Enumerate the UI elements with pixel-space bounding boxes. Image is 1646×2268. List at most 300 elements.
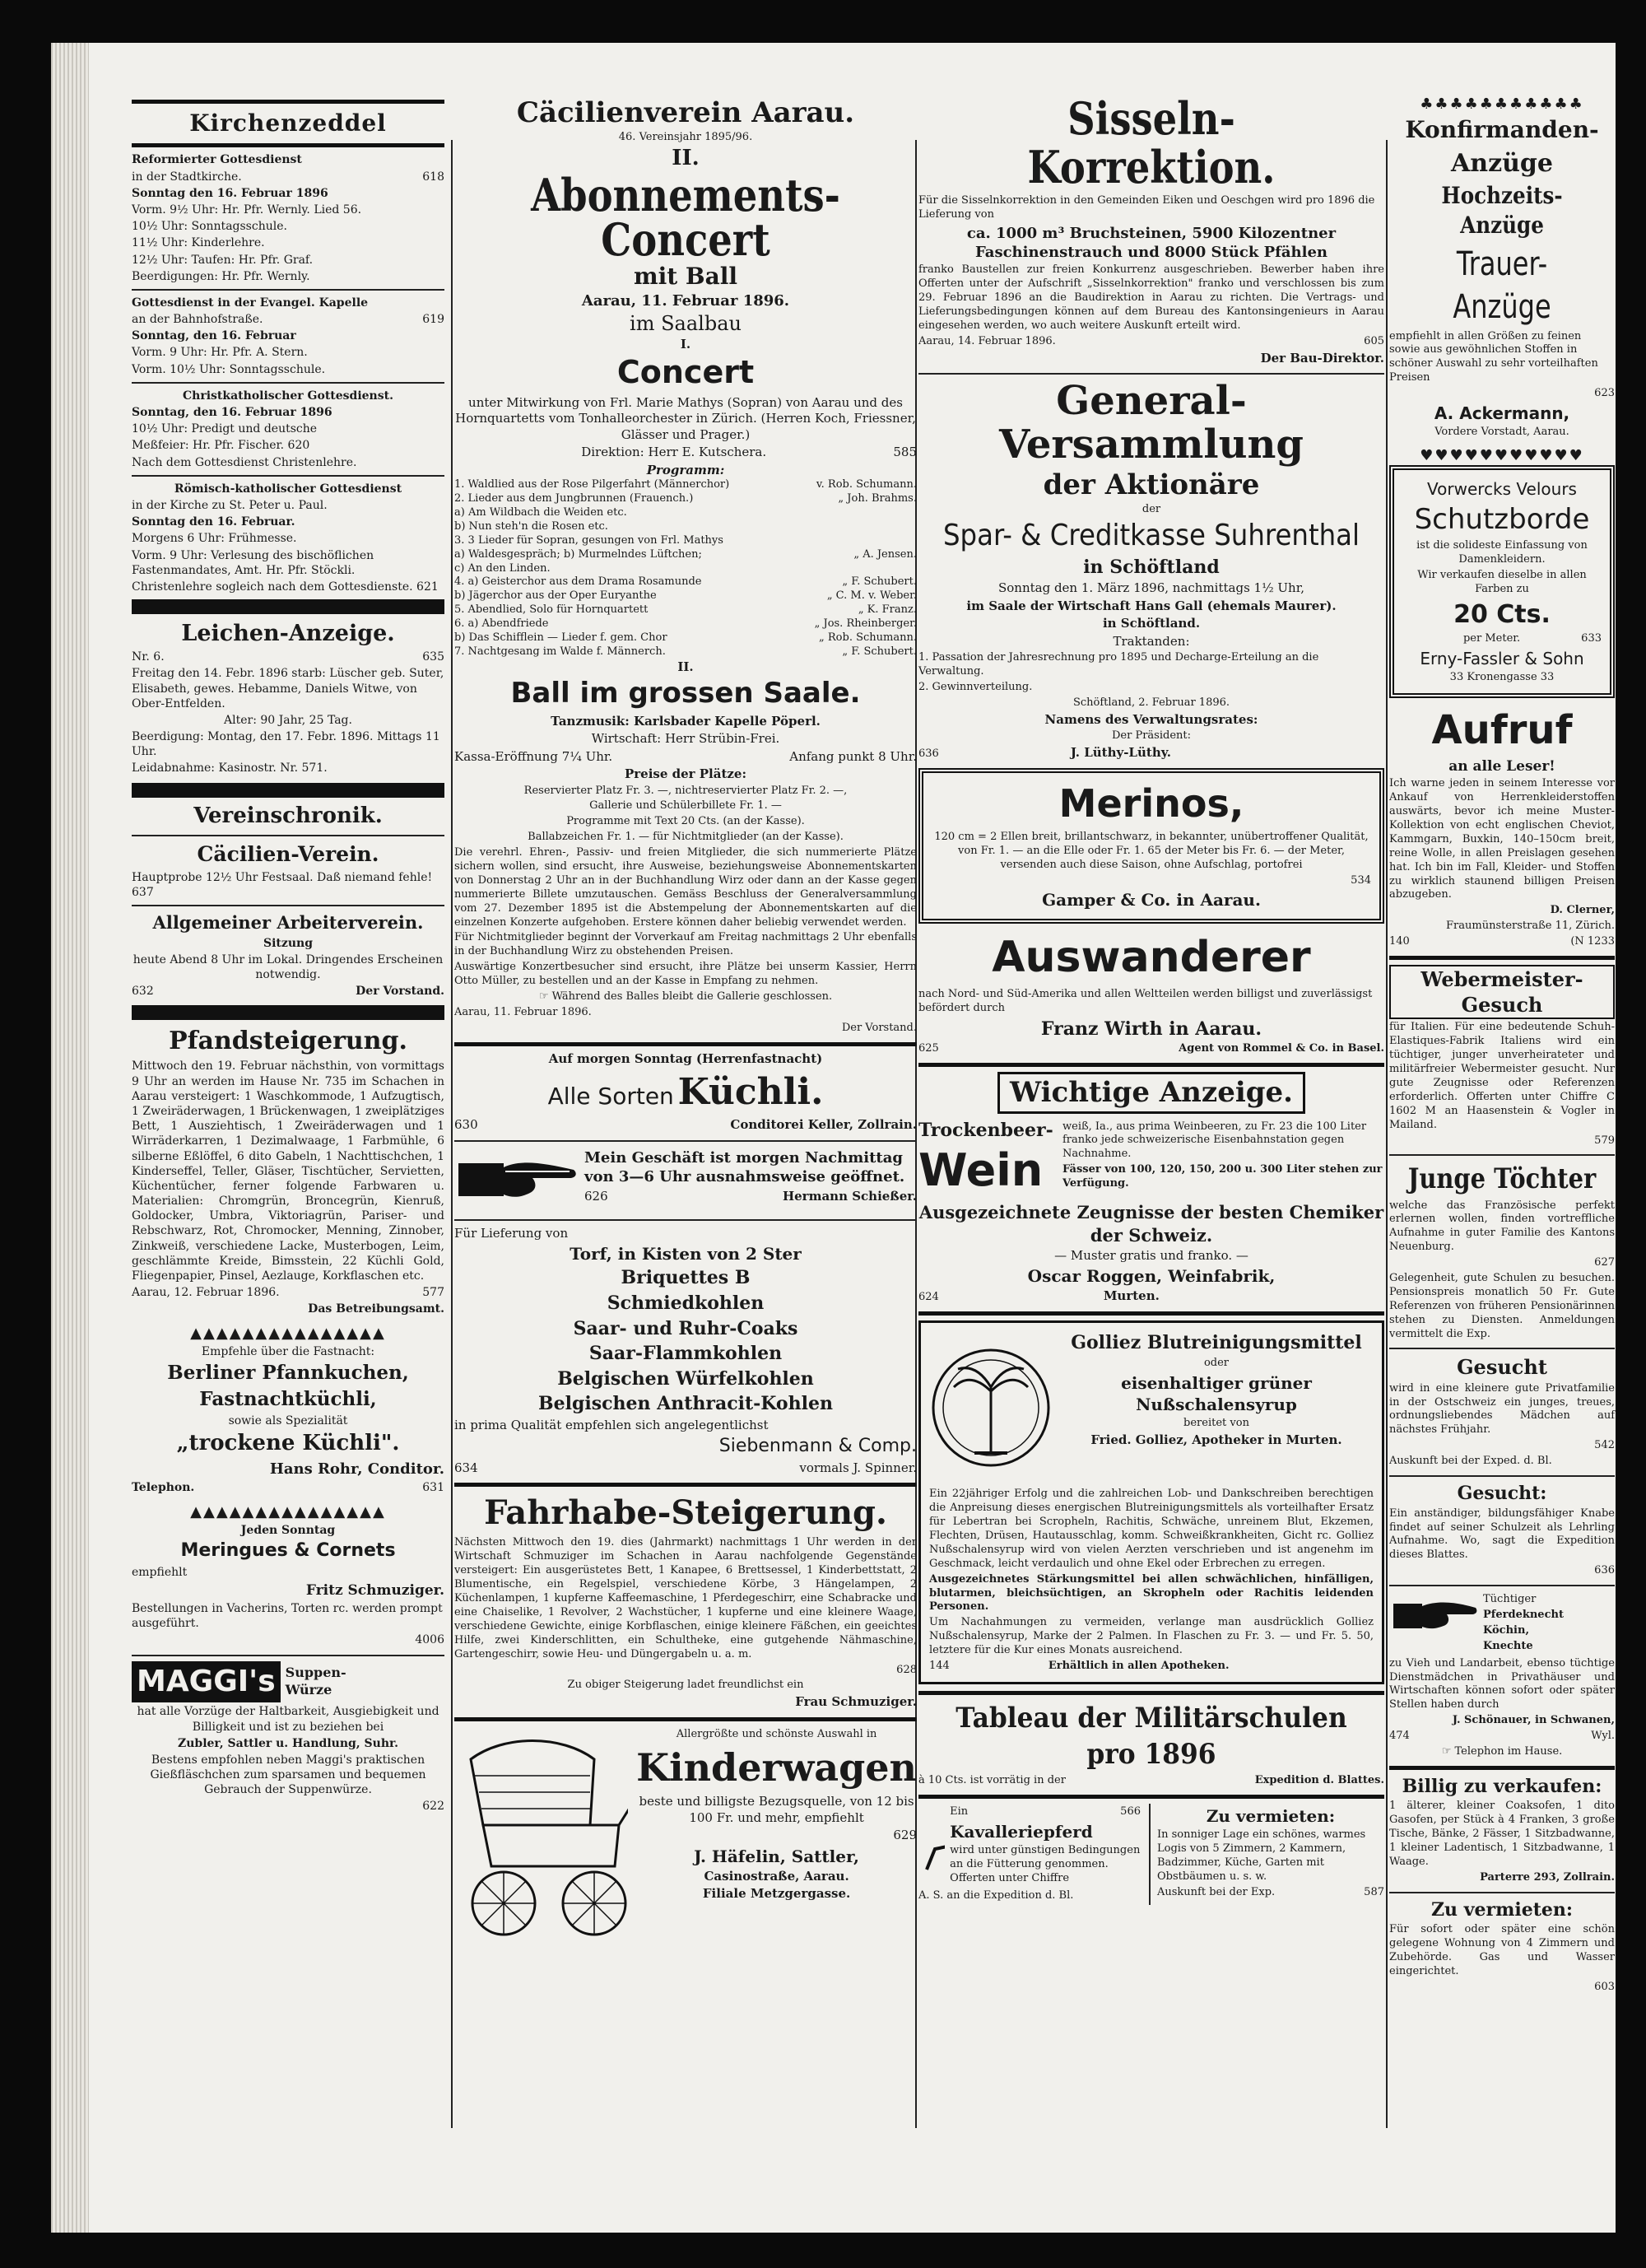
text: an alle Leser! (1448, 758, 1555, 775)
text: Zu obiger Steigerung ladet freundlichst ein (567, 1679, 804, 1692)
text: A. S. an die Expedition d. Bl. (918, 1888, 1074, 1902)
programme-item (454, 617, 917, 631)
text: heute Abend 8 Uhr im Lokal. Dringendes Erscheinen notwendig. (133, 952, 444, 982)
signature: D. Clerner, (1550, 904, 1615, 917)
text: Nr. 6. (132, 650, 165, 664)
ad-title: Allgemeiner Arbeiterverein. (152, 912, 424, 934)
ad-number: 636 (1594, 1564, 1615, 1577)
text: empfiehlt in allen Größen zu feinen sowie aus gewöhnlichen Stoffen in schöner Auswahl zu sehr vorteilhaften Preisen (1389, 329, 1598, 384)
text: Fässer von 100, 120, 150, 200 u. 300 Liter stehen zur Verfügung. (1062, 1163, 1383, 1190)
text: Allergrößte und schönste Auswahl in (676, 1727, 877, 1740)
ornament-border: ▲▲▲▲▲▲▲▲▲▲▲▲▲▲▲ (190, 1502, 386, 1521)
trademark-seal-icon (929, 1330, 1053, 1486)
programme-piece: 1. Waldlied aus der Rose Pilgerfahrt (Männerchor) (454, 478, 730, 491)
divider (132, 1005, 444, 1020)
fahrhabe-ad (454, 1492, 917, 1710)
ad-number: 579 (1594, 1134, 1615, 1147)
programme-piece: a) Am Wildbach die Weiden etc. (454, 506, 627, 519)
text: — Muster gratis und franko. — (1054, 1247, 1248, 1263)
text: in der Stadtkirche. (132, 170, 242, 184)
line: Morgens 6 Uhr: Frühmesse. (132, 532, 297, 546)
text: welche das Französische perfekt erlernen wollen, finden vortreffliche Aufnahme in guter Familie des Kantons Neuenburg. (1389, 1199, 1615, 1254)
text: Hauptprobe 12½ Uhr Festsaal. Daß niemand fehle! (132, 870, 433, 884)
gesucht-lehrling-ad (1389, 1482, 1615, 1578)
text: mit Ball (633, 262, 738, 290)
text: Der Präsident: (1112, 729, 1191, 743)
programme-item (454, 575, 917, 589)
programme-item (454, 603, 917, 617)
horse-rider-icon (918, 1804, 945, 1878)
text: Siebenmann & Comp. (718, 1436, 917, 1457)
text: Jeden Sonntag (240, 1523, 336, 1537)
ad-number: 631 (422, 1481, 444, 1495)
text: 120 cm = 2 Ellen breit, brillantschwarz, in bekannter, unübertroffener Qualität, von Fr. 1. — an die Elle oder Fr. 1. 65 der Meter bis Fr. 6. — der Meter, versenden auch diese Saison, ohne Aufschlag, portofrei (934, 830, 1369, 871)
line: Reservierter Platz Fr. 3. —, nichtreservierter Platz Fr. 2. —, (523, 784, 848, 797)
text: Auf morgen Sonntag (Herrenfastnacht) (548, 1050, 823, 1066)
line: 10½ Uhr: Predigt und deutsche (132, 422, 318, 436)
text: Tanzmusik: Karlsbader Kapelle Pöperl. (551, 713, 821, 729)
ad-number: 624 (918, 1291, 939, 1304)
text: à 10 Cts. ist vorrätig in der (918, 1774, 1066, 1787)
ad-title: General-Versammlung (999, 378, 1304, 468)
column-1 (132, 95, 444, 1821)
text: Namens des Verwaltungsrates: (1044, 711, 1258, 727)
text: Bestellungen in Vacherins, Torten rc. werden prompt ausgeführt. (132, 1601, 443, 1631)
text: Tüchtiger (1483, 1593, 1537, 1606)
text: Direktion: Herr E. Kutschera. (581, 445, 767, 460)
ad-number: 140 (1389, 935, 1410, 948)
column-rule (1386, 140, 1388, 2128)
webermeister-ad (1389, 965, 1615, 1148)
date: Aarau, 12. Februar 1896. (132, 1286, 280, 1300)
konfirmanden-ad (1389, 115, 1615, 440)
column-2 (454, 95, 917, 1947)
text: Ein 22jähriger Erfolg und die zahlreichen Lob- und Dankschreiben berechtigen die Anpreisung dieses energischen Blutreinigungsmittels als vorteilhafter Ersatz für Lebertran bei Scropheln, Rachitis, Schwäche, unreinem Blut, Ekzemen, Flechten, Drüsen, Hautausschlag, komm. Schweißkrankheiten, Gicht rc. Golliez Nußschalensyrup wird von vielen Aerzten verschrieben und ist angenehm im Geschmack, leicht verdaulich und ohne Ekel oder Erbrechen zu erregen. (929, 1488, 1374, 1570)
programme-list (454, 478, 917, 659)
text: 1. Passation der Jahresrechnung pro 1895 und Decharge-Erteilung an die Verwaltung. (918, 651, 1319, 678)
ad-number: 144 (929, 1659, 950, 1672)
text: A. Ackermann, (1434, 403, 1570, 424)
ad-number: 629 (893, 1828, 917, 1843)
programme-composer: „ F. Schubert. (842, 575, 917, 589)
programme-piece: b) Nun steh'n die Rosen etc. (454, 519, 608, 533)
ad-title: Fahrhabe-Steigerung. (484, 1493, 887, 1533)
programme-item (454, 562, 917, 576)
signature: Der Bau-Direktor. (1260, 350, 1384, 366)
text: Für Nichtmitglieder beginnt der Vorverkauf am Freitag nachmittags 2 Uhr ebenfalls in der Buchhandlung Wirz zu obstehenden Preisen. (454, 931, 917, 958)
ad-title: Billig zu verkaufen: (1402, 1775, 1602, 1797)
programme-piece: b) Jägerchor aus der Oper Euryanthe (454, 589, 657, 603)
ad-title: Auswanderer (992, 933, 1311, 983)
signature: J. Lüthy-Lüthy. (1070, 745, 1171, 761)
text: Erhältlich in allen Apotheken. (1048, 1659, 1230, 1672)
programme-item (454, 520, 917, 534)
ad-title: Zu vermieten: (1431, 1898, 1573, 1921)
text: Mein Geschäft ist morgen Nachmittag von 3—6 Uhr ausnahmsweise geöffnet. (584, 1148, 905, 1186)
ad-number: 630 (454, 1117, 478, 1133)
text: Auswärtige Konzertbesucher sind ersucht, ihre Plätze bei unserm Kassier, Herrn Otto Müller, zu bestellen und an der Kasse in Empfang zu nehmen. (454, 961, 917, 988)
text: Parterre 293, Zollrain. (1480, 1870, 1615, 1884)
ad-number: 542 (1594, 1439, 1615, 1452)
text: an der Bahnhofstraße. (132, 313, 263, 327)
text: Konfirmanden- (1405, 116, 1599, 144)
text: J. Häfelin, Sattler, (694, 1846, 860, 1866)
ornament-border: ▲▲▲▲▲▲▲▲▲▲▲▲▲▲▲ (190, 1324, 386, 1342)
programme-item (454, 631, 917, 645)
text: Hochzeits-Anzüge (1441, 181, 1563, 240)
kuechli-ad (454, 1051, 917, 1134)
programme-item (454, 478, 917, 492)
text: der (1142, 502, 1161, 515)
text: der Aktionäre (1043, 468, 1260, 501)
ad-number: 587 (1364, 1885, 1384, 1898)
date: Sonntag den 16. Februar 1896 (132, 186, 328, 200)
programme-composer: „ F. Schubert. (842, 645, 917, 658)
text: Telephon. (132, 1481, 195, 1495)
programme-piece: b) Das Schifflein — Lieder f. gem. Chor (454, 631, 667, 645)
ad-title: Wichtige Anzeige. (997, 1072, 1305, 1113)
text: in Schöftland. (1102, 616, 1201, 631)
line: 11½ Uhr: Kinderlehre. (132, 236, 265, 250)
text: Für Lieferung von (454, 1225, 569, 1241)
golliez-ad (918, 1320, 1384, 1684)
line: Vorm. 10½ Uhr: Sonntagsschule. (132, 362, 326, 376)
caecilienverein-ad: Cäcilienverein Aarau. 46. Vereinsjahr 1895/96. II. Abonnements-Concert mit Ball Aarau, 11. Februar 1896. im Saalbau I. Concert unter Mitwirkung von Frl. Marie Mathys (Sopran) von Aarau und des Hornquartetts vom Tonhalleorchester in Zürich. (Herren Koch, Friessner, Glässer und Prager.) Direktion: Herr E. Kutschera. 585 Programm: 1. Waldlied aus der Rose Pilgerfahrt (Männerchor) v. Rob. Schumann. 2. Lieder aus dem Jungbrunnen (Frauench.) „ Joh. Brahms. a) Am Wildbach die Weiden etc. b) Nun steh'n die Rosen etc. 3. 3 Lieder für Sopran, gesungen von Frl. Mathys a) Waldesgespräch; b) Murmelndes Lüftchen; „ A. Jensen. c) An den Linden. 4. a) Geisterchor aus dem Drama Rosamunde „ F. Schubert. b) Jägerchor aus der Oper Euryanthe „ C. M. v. Weber. 5. Abendlied, Solo für Hornquartett „ K. Franz. 6. a) Abendfriede „ Jos. Rheinberger. b) Das Schifflein — Lieder f. gem. Chor „ Rob. Schumann. 7. Nachtgesang im Walde f. Männerch. „ F. Schubert. II. Ball im grossen Saale. Tanzmusik: Karlsbader Kapelle Pöperl. Wirtschaft: Herr Strübin-Frei. Kassa-Eröffnung 7¼ Uhr. Anfang punkt 8 Uhr. Preise der Plätze: Reservierter Platz Fr. 3. —, nichtreservierter Platz Fr. 2. —, Gallerie und Schülerbillete Fr. 1. — Programme mit Text 20 Cts. (an der Kasse). Ballabzeichen Fr. 1. — für Nichtmitglieder (an der Kasse). Die verehrl. Ehren-, Passiv- und freien Mitglieder, die sich nummerierte Plätze sichern wollen, sind ersucht, ihre Ausweise, beziehungsweise Abonnementskarten von Donnerstag 2 Uhr an in der Buchhandlung Wirz oder dann an der Kasse gegen nummerierte Billete umzutauschen. Gemäss Beschluss der Generalversammlung vom 27. Dezember 1895 ist die Abstempelung der Abonnementskarten auf die einzelnen Konzerte aufgehoben. Erstere können daher beliebig verwendet werden. Für Nichtmitglieder beginnt der Vorverkauf am Freitag nachmittags 2 Uhr ebenfalls in der Buchhandlung Wirz zu obstehenden Preisen. Auswärtige Konzertbesucher sind ersucht, ihre Plätze bei unserm Kassier, Herrn Otto Müller, zu bestellen und an der Kasse in Empfang zu nehmen. ☞ Während des Balles bleibt die Gallerie geschlossen. Aarau, 11. Februar 1896. Der Vorstand. (454, 96, 917, 1034)
text: Knechte (1483, 1639, 1533, 1652)
generalversammlung-ad (918, 380, 1384, 761)
pointing-hand-icon (1389, 1591, 1480, 1641)
text: Anzüge (1451, 148, 1553, 178)
text: Während des Balles bleibt die Gallerie geschlossen. (551, 990, 833, 1003)
ad-title: Zu vermieten: (1206, 1806, 1336, 1827)
text: Fritz Schmuziger. (305, 1581, 444, 1599)
date: Aarau, 14. Februar 1896. (918, 334, 1056, 347)
ad-number: 474 (1389, 1730, 1410, 1743)
ad-number: 626 (584, 1188, 608, 1204)
programme-composer: v. Rob. Schumann. (816, 478, 917, 491)
kinderwagen-ad (454, 1726, 917, 1940)
ad-title: Webermeister-Gesuch (1389, 965, 1615, 1019)
text: nach Nord- und Süd-Amerika und allen Weltteilen werden billigst und zuverlässigst befördert durch (918, 988, 1373, 1014)
ad-number: 622 (422, 1800, 444, 1814)
divider (132, 783, 444, 798)
text: 1 älterer, kleiner Coaksofen, 1 dito Gasofen, per Stück à 4 Franken, 3 große Tische, Bänke, 2 Fässer, 1 Sitzbadwanne, 1 kleiner Ladentisch, 1 Sitzbadwanne, 1 Waage. (1389, 1800, 1615, 1869)
divider (132, 599, 444, 614)
text: oder (1203, 1356, 1230, 1369)
text: Saar-Flammkohlen (588, 1343, 783, 1365)
programme-item (454, 589, 917, 603)
text: Casinostraße, Aarau. (704, 1868, 849, 1884)
text: Sitzung (263, 936, 313, 950)
text: Um Nachahmungen zu vermeiden, verlange man ausdrücklich Golliez Nußschalensyrup, Marke der 2 Palmen. In Flaschen zu Fr. 3. — und Fr. 5. 50, letztere für die Kur eines Monats ausreichend. (929, 1616, 1374, 1657)
text: Wyl. (1591, 1730, 1615, 1743)
ornament-border: ♥♥♥♥♥♥♥♥♥♥♥ (1420, 446, 1584, 464)
signature: Conditorei Keller, Zollrain. (730, 1117, 917, 1133)
programme-item (454, 534, 917, 548)
line: Nach dem Gottesdienst Christenlehre. (132, 455, 357, 469)
programme-item (454, 492, 917, 506)
text: hat alle Vorzüge der Haltbarkeit, Ausgiebigkeit und Billigkeit und ist zu beziehen bei (137, 1705, 439, 1734)
ad-number: 632 (132, 985, 154, 999)
tableau-ad (918, 1700, 1384, 1788)
heading: Römisch-katholischer Gottesdienst (174, 482, 402, 496)
ad-title: Pfandsteigerung. (169, 1027, 407, 1056)
wichtige-anzeige-ad (918, 1072, 1384, 1305)
text: Torf, in Kisten von 2 Ster (570, 1244, 802, 1264)
text: Ball im grossen Saale. (510, 677, 861, 710)
text: Alle Sorten (547, 1083, 674, 1111)
aufruf-ad (1389, 705, 1615, 949)
ad-number: 618 (422, 170, 444, 184)
ad-number: 4006 (415, 1633, 444, 1647)
text: Für die Sisselnkorrektion in den Gemeinden Eiken und Oeschgen wird pro 1896 die Lieferung von (918, 193, 1375, 221)
billig-verkaufen-ad (1389, 1775, 1615, 1885)
pferdeknecht-ad: Tüchtiger Pferdeknecht Köchin, Knechte zu Vieh und Landarbeit, ebenso tüchtige Dienstmädchen in Privathäuser und Wirtschaften können sofort oder später Stellen haben durch J. Schönauer, in Schwanen, 474 Wyl. ☞ Telephon im Hause. (1389, 1593, 1615, 1758)
text: Pferdeknecht (1483, 1608, 1564, 1621)
text: Telephon im Hause. (1454, 1744, 1563, 1758)
ad-number: 625 (918, 1042, 939, 1055)
text: wird in eine kleinere gute Privatfamilie in der Ostschweiz ein junges, treues, ordnungsliebendes Mädchen auf nächstes Frühjahr. (1389, 1381, 1615, 1437)
column-3 (918, 92, 1384, 1912)
signature: Frau Schmuziger. (795, 1694, 917, 1710)
line: Beerdigungen: Hr. Pfr. Wernly. (132, 269, 310, 283)
text: 2. Gewinnverteilung. (918, 681, 1033, 694)
programme-item (454, 645, 917, 659)
date: Sonntag den 1. März 1896, nachmittags 1½ Uhr, (997, 580, 1304, 596)
text: Programm: (646, 462, 725, 477)
ad-title: Gesucht: (1457, 1483, 1547, 1505)
text: Agent von Rommel & Co. in Basel. (1179, 1042, 1384, 1055)
text: Für sofort oder später eine schön gelegene Wohnung von 4 Zimmern und Zubehörde. Gas und Wasser eingerichtet. (1389, 1923, 1615, 1978)
ad-title: Merinos, (1058, 781, 1244, 827)
text: Mittwoch den 19. Februar nächsthin, von vormittags 9 Uhr an werden im Hause Nr. 735 im Schachen in Aarau versteigert: 1 Waschkommode, 1 Aufzugtisch, 1 Zweiräderwagen, 1 Brückenwagen, 1 zweiplätziges Bett, 1 Ausziehtisch, 1 Zweiräderwagen und 1 Wirräderkarren, 1 Dezimalwaage, 1 Farbmühle, 6 silberne Eßlöffel, 6 dito Gabeln, 1 Nachttischchen, 1 Kinderseffel, Teller, Gläser, Tischtücher, Servietten, Küchentücher, ferner folgende Farbwaren u. Materialien: Chromgrün, Broncegrün, Kienruß, Goldocker, Umbra, Viktoriagrün, Pariser- und Rebschwarz, Rot, Chromocker, Menning, Zinnober, Zinkweiß, verschiedene Lacke, Musterbogen, Leim, geschlämmte Kreide, Bimsstein, 22 Küchli Gold, Fliegenpapier, Pinsel, Aezlauge, Korkflaschen etc. (132, 1059, 444, 1283)
text: Gelegenheit, gute Schulen zu besuchen. Pensionspreis monatlich 50 Fr. Gute Referenzen von früheren Pensionärinnen stehen zu Diensten. Anmeldungen vermittelt die Exp. (1389, 1272, 1615, 1340)
programme-item (454, 506, 917, 520)
text: ca. 1000 m³ Bruchsteinen, 5900 Kilozentner Faschinenstrauch und 8000 Stück Pfählen (966, 224, 1337, 261)
text: 33 Kronengasse 33 (1449, 670, 1555, 683)
ad-number: 623 (1594, 387, 1615, 400)
junge-toechter-ad (1389, 1161, 1615, 1341)
text: in Schöftland (1083, 556, 1220, 578)
heading: Reformierter Gottesdienst (132, 153, 302, 167)
line: Ballabzeichen Fr. 1. — für Nichtmitglieder (an der Kasse). (528, 831, 844, 844)
text: weiß, Ia., aus prima Weinbeeren, zu Fr. 23 die 100 Liter franko jede schweizerische Eisenbahnstation gegen Nachnahme. (1062, 1120, 1367, 1161)
date: Sonntag, den 16. Februar (132, 329, 296, 343)
text: Kassa-Eröffnung 7¼ Uhr. (454, 748, 613, 764)
text: Wir verkaufen dieselbe in allen Farben zu (1417, 569, 1587, 596)
ad-headline: Abonnements-Concert (531, 168, 840, 266)
text: Vordere Vorstadt, Aarau. (1434, 426, 1569, 439)
ad-number: 566 (1120, 1805, 1141, 1819)
text: In sonniger Lage ein schönes, warmes Logis von 5 Zimmern, 2 Kammern, Badzimmer, Küche, Garten mit Obstbäumen u. s. w. (1157, 1828, 1366, 1883)
pram-illustration (454, 1726, 628, 1940)
schiesser-ad (454, 1147, 917, 1213)
ad-number: 627 (1594, 1256, 1615, 1269)
ad-title: Junge Töchter (1407, 1162, 1597, 1196)
text: bereitet von (1183, 1416, 1249, 1429)
text: Murten. (1103, 1288, 1160, 1304)
maggi-ad (132, 1661, 444, 1814)
ad-title: Cäcilienverein Aarau. (516, 96, 855, 129)
text: J. Schönauer, in Schwanen, (1452, 1714, 1615, 1727)
ad-title: Sisseln-Korrektion. (1027, 92, 1276, 194)
text: für Italien. Für eine bedeutende Schuh-Elastiques-Fabrik Italiens wird ein tüchtiger, junger unverheirateter und militärfreier Webermeister gesucht. Nur gute Zeugnisse oder Referenzen erforderlich. Offerten unter Chiffre C 1602 M an Haasenstein & Vogler in Mailand. (1389, 1021, 1615, 1131)
text: Berliner Pfannkuchen, (167, 1362, 409, 1385)
text: Bestens empfohlen neben Maggi's praktischen Gießfläschchen zum sparsamen und bequemen Gebrauch der Suppenwürze. (150, 1753, 426, 1797)
date: Schöftland, 2. Februar 1896. (1072, 696, 1230, 709)
signature: Hermann Schießer. (782, 1188, 917, 1204)
text: I. (680, 336, 691, 352)
text: ist die solideste Einfassung von Damenkleidern. (1416, 539, 1588, 566)
ad-number: 605 (1364, 334, 1384, 347)
text: Ein anständiger, bildungsfähiger Knabe findet auf seiner Schulzeit als Lehrling Aufnahme. Wo, sagt die Expedition dieses Blattes. (1389, 1507, 1615, 1562)
text: Oscar Roggen, Weinfabrik, (1027, 1266, 1276, 1287)
heading: Christkatholischer Gottesdienst. (183, 389, 393, 403)
text: Anfang punkt 8 Uhr. (789, 748, 917, 764)
pointing-hand-icon (454, 1147, 578, 1213)
programme-piece: 2. Lieder aus dem Jungbrunnen (Frauench.) (454, 492, 694, 505)
ad-title: Kavalleriepferd (950, 1822, 1093, 1842)
text: zu Vieh und Landarbeit, ebenso tüchtige Dienstmädchen in Privathäuser und Wirtschaften können sofort oder später Stellen haben durch (1389, 1656, 1615, 1711)
programme-composer: „ Joh. Brahms. (838, 492, 917, 505)
programme-piece: 7. Nachtgesang im Walde f. Männerch. (454, 645, 666, 658)
text: franko Baustellen zur freien Konkurrenz ausgeschrieben. Bewerber haben ihre Offerten unter der Aufschrift „Sisselnkorrektion" franko und verschlossen bis zum 29. Februar 1896 an die Baudirektion in Aarau zu richten. Die Vertrags- und Lieferungsbedingungen können auf dem Bureau des Kantonsingenieurs in Aarau eingesehen werden, wo auch weitere Auskunft erteilt wird. (918, 263, 1384, 332)
text: Spar- & Creditkasse Suhrenthal (942, 518, 1360, 552)
text: eisenhaltiger grüner Nußschalensyrup (1121, 1372, 1312, 1414)
text: Ausgezeichnetes Stärkungsmittel bei allen schwächlichen, hinfälligen, blutarmen, bleichsüchtigen, an Skropheln oder Rachitis leidenden Personen. (929, 1572, 1374, 1614)
text: Vorwercks Velours (1427, 479, 1577, 500)
text: Ein (950, 1805, 969, 1819)
ad-title: Aufruf (1431, 706, 1573, 753)
text: Wein (918, 1144, 1044, 1197)
ad-headline: Kinderwagen (636, 1744, 917, 1790)
ad-title: Schutzborde (1414, 503, 1590, 537)
text: wird unter günstigen Bedingungen an die Fütterung genommen. Offerten unter Chiffre (950, 1844, 1141, 1884)
text: Leidabnahme: Kasinostr. Nr. 571. (132, 761, 328, 775)
vorwerck-ad (1389, 465, 1615, 698)
programme-composer: „ K. Franz. (858, 603, 917, 617)
text: Nächsten Mittwoch den 19. dies (Jahrmarkt) nachmittags 1 Uhr werden in der Wirtschaft Schmuziger im Schachen in Aarau nachfolgende Gegenstände versteigert: Ein ausgerüstetes Bett, 1 Kanapee, 6 Brettsessel, 1 Kinderbettstatt, 2 Blumentische, ein Regelspiel, verschiedene Körbe, 3 Hängelampen, 2 Küchenlampen, 1 kupferne Kaffeemaschine, 1 Pferdegeschirr, eine Schabracke und eine Chaiselike, 1 Revolver, 2 Wachstücher, 1 kupferne und eine kleinere Waage, verschiedene Gewichte, einige Korbflaschen, einige kleinere Fäßchen, ein geeichtes Hilfe, zwei Kinderschlitten, ein Schultheke, eine gutgehende Nähmaschine, Gartengeschirr, sowie Heu- und Düngergabeln u. a. m. (454, 1536, 917, 1660)
text: Fried. Golliez, Apotheker in Murten. (1090, 1432, 1342, 1447)
zu-vermieten-wohnung-ad (1389, 1898, 1615, 1995)
text: Wirtschaft: Herr Strübin-Frei. (591, 731, 780, 746)
text: Hans Rohr, Conditor. (269, 1460, 444, 1478)
heading: Gottesdienst in der Evangel. Kapelle (132, 296, 369, 310)
date: Sonntag den 16. Februar. (132, 515, 295, 529)
signature: Das Betreibungsamt. (308, 1302, 444, 1316)
siebenmann-ad (454, 1226, 917, 1477)
text: Die verehrl. Ehren-, Passiv- und freien Mitglieder, die sich nummerierte Plätze sichern wollen, sind ersucht, ihre Ausweise, beziehungsweise Abonnementskarten von Donnerstag 2 Uhr an in der Buchhandlung Wirz oder dann an der Kasse gegen nummerierte Billete umzutauschen. Gemäss Beschluss der Generalversammlung vom 27. Dezember 1895 ist die Abstempelung der Abonnementskarten auf die einzelnen Konzerte aufgehoben. Erstere können daher beliebig verwendet werden. (454, 846, 917, 929)
text: Schmiedkohlen (607, 1292, 765, 1314)
kirchenzeddel-ad (132, 152, 444, 594)
signature: Gamper & Co. in Aarau. (1042, 890, 1261, 910)
signature: Der Vorstand. (356, 985, 444, 999)
text: Belgischen Anthracit-Kohlen (538, 1393, 833, 1415)
programme-composer: „ A. Jensen. (853, 547, 917, 561)
programme-piece: a) Waldesgespräch; b) Murmelndes Lüftchen; (454, 547, 702, 561)
text: Filiale Metzgergasse. (702, 1886, 851, 1902)
line: Meßfeier: Hr. Pfr. Fischer. 620 (132, 439, 310, 453)
pfandsteigerung (132, 1025, 444, 1316)
ad-number: 603 (1594, 1980, 1615, 1993)
ad-number: 637 (132, 886, 154, 900)
text: sowie als Spezialität (228, 1413, 348, 1427)
text: „trockene Küchli". (176, 1431, 400, 1456)
programme-piece: c) An den Linden. (454, 561, 551, 575)
date: Aarau, 11. Februar 1896. (581, 292, 790, 310)
ad-title: Vereinschronik. (193, 803, 383, 828)
ad-number: 633 (1581, 632, 1602, 645)
text: beste und billigste Bezugsquelle, von 12 bis 100 Fr. und mehr, empfiehlt (639, 1794, 914, 1825)
programme-composer: „ C. M. v. Weber. (826, 589, 917, 603)
text: Köchin, (1483, 1623, 1529, 1637)
line: Christenlehre sogleich nach dem Gottesdienste. 621 (132, 580, 439, 594)
ad-title: Gesucht (1457, 1355, 1547, 1380)
column-rule (451, 140, 453, 2128)
text: II. (677, 659, 694, 674)
line: Vorm. 9 Uhr: Hr. Pfr. A. Stern. (132, 346, 308, 360)
text: Saar- und Ruhr-Coaks (573, 1317, 798, 1339)
text: Trockenbeer- (918, 1119, 1053, 1141)
date: Sonntag, den 16. Februar 1896 (132, 406, 332, 420)
text: Expedition d. Blattes. (1254, 1774, 1384, 1787)
line: Gallerie und Schülerbillete Fr. 1. — (589, 799, 782, 813)
line: Programme mit Text 20 Cts. (an der Kasse). (566, 815, 805, 828)
line: 10½ Uhr: Sonntagsschule. (132, 220, 287, 234)
text: Traktanden: (1113, 633, 1190, 649)
vereinschronik (132, 803, 444, 999)
text: Trauer-Anzüge (1453, 244, 1551, 326)
text: Erny-Fassler & Sohn (1420, 648, 1584, 668)
rohr-ad (132, 1344, 444, 1496)
programme-piece: 6. a) Abendfriede (454, 617, 549, 631)
page-edge (51, 43, 89, 2233)
ad-title: Tableau der Militärschulen pro 1896 (956, 1701, 1347, 1772)
gesucht-maedchen-ad (1389, 1354, 1615, 1469)
text: in prima Qualität empfehlen sich angelegentlichst (454, 1417, 769, 1432)
line: 12½ Uhr: Taufen: Hr. Pfr. Graf. (132, 253, 314, 267)
text: im Saalbau (630, 311, 742, 335)
ad-number: 585 (893, 445, 917, 460)
ad-number: 628 (896, 1663, 917, 1676)
programme-piece: 5. Abendlied, Solo für Hornquartett (454, 603, 649, 617)
programme-composer: „ Jos. Rheinberger. (814, 617, 917, 631)
ad-number: 635 (422, 650, 444, 664)
date: Aarau, 11. Februar 1896. (454, 1005, 592, 1018)
column-4 (1389, 95, 1615, 2001)
text: vormals J. Spinner. (799, 1460, 917, 1475)
line: Vorm. 9½ Uhr: Hr. Pfr. Wernly. Lied 56. (132, 203, 362, 217)
text: Ich warne jeden in seinem Interesse vor Ankauf von Herrenkleiderstoffen auswärts, bevor ich meine Muster-Kollektion von echt englischen Cheviot, Kammgarn, Buxkin, 140–150cm breit, reine Wolle, in allen Preislagen gesehen hat. Ich bin im Fall, Kleider- und Stoffen zu wirklich staunend billigen Preisen abzugeben. (1389, 777, 1615, 901)
text: unter Mitwirkung von Frl. Marie Mathys (Sopran) von Aarau und des Hornquartetts vom Tonhalleorchester in Zürich. (Herren Koch, Friessner, Glässer und Prager.) (455, 394, 916, 442)
ad-number: 636 (918, 747, 939, 761)
ad-number: 619 (422, 313, 444, 327)
text: Franz Wirth in Aarau. (1040, 1018, 1262, 1040)
ad-number: 577 (422, 1286, 444, 1300)
zu-vermieten-ad (1149, 1804, 1384, 1904)
auswanderer-ad (918, 930, 1384, 1056)
text: 20 Cts. (1453, 600, 1551, 630)
text: Concert (616, 354, 755, 391)
text: Meringues & Cornets (180, 1540, 396, 1562)
leichen-anzeige (132, 619, 444, 776)
text: Auskunft bei der Exp. (1157, 1885, 1276, 1898)
line: Vorm. 9 Uhr: Verlesung des bischöflichen Fastenmandates, Amt. Hr. Pfr. Stöckli. (132, 548, 374, 577)
text: im Saale der Wirtschaft Hans Gall (ehemals Maurer). (966, 598, 1337, 613)
text: Preise der Plätze: (624, 766, 746, 781)
schmuziger-ad (132, 1523, 444, 1648)
ad-headline: Küchli. (677, 1071, 824, 1114)
